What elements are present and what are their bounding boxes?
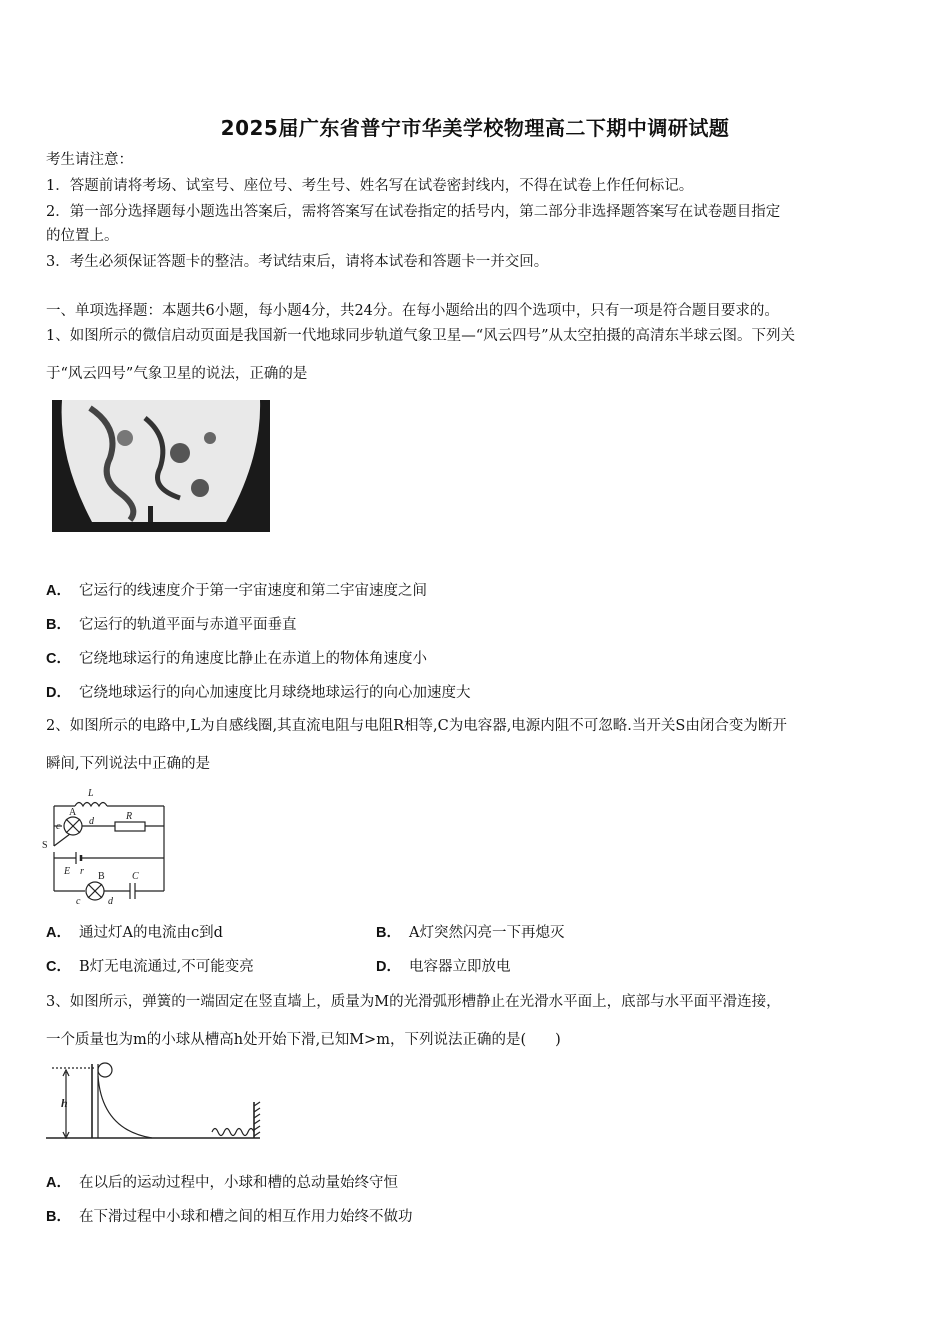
q3-option-a-text: 在以后的运动过程中，小球和槽的总动量始终守恒: [78, 1175, 398, 1191]
label-A: A: [69, 807, 77, 818]
label-R: R: [126, 811, 133, 822]
q1-option-a-text: 它运行的线速度介于第一宇宙速度和第二宇宙速度之间: [78, 583, 427, 599]
label-c1: c: [56, 821, 61, 832]
label-d1: d: [89, 816, 94, 827]
q2-option-b-label: B．: [376, 925, 401, 941]
q2-option-c-label: C．: [46, 959, 71, 975]
q3-slope-spring-diagram: [42, 1058, 266, 1144]
notice-item-1: 1．答题前请将考场、试室号、座位号、考生号、姓名写在试卷密封线内，不得在试卷上作任何标记。: [46, 178, 694, 194]
q1-option-c-label: C．: [46, 651, 71, 667]
q1-option-b[interactable]: [46, 615, 296, 635]
q2-option-a[interactable]: [46, 923, 223, 943]
q2-option-b[interactable]: [376, 923, 564, 943]
q1-option-a-label: A．: [46, 583, 71, 599]
q1-stem-line1: 1、如图所示的微信启动页面是我国新一代地球同步轨道气象卫星—“风云四号”从太空拍摄的高清东半球云图。下列关: [46, 328, 796, 344]
q1-option-b-text: 它运行的轨道平面与赤道平面垂直: [78, 617, 297, 633]
label-d2: d: [108, 896, 113, 906]
q1-stem-line2: 于“风云四号”气象卫星的说法，正确的是: [46, 366, 308, 382]
q2-circuit-diagram: [40, 786, 170, 906]
q3-stem-line1: 3、如图所示，弹簧的一端固定在竖直墙上，质量为M的光滑弧形槽静止在光滑水平面上，底部与水平面平滑连接，: [46, 994, 781, 1010]
label-c2: c: [76, 896, 81, 906]
q1-option-d[interactable]: [46, 683, 470, 703]
q1-option-d-label: D．: [46, 685, 71, 701]
q2-stem-line2: 瞬间,下列说法中正确的是: [46, 756, 211, 772]
q3-option-b-label: B．: [46, 1209, 71, 1225]
label-S: S: [42, 840, 48, 851]
q2-option-a-text: 通过灯A的电流由c到d: [78, 925, 223, 941]
q2-option-b-text: A灯突然闪亮一下再熄灭: [408, 925, 565, 941]
q1-satellite-cloud-image: [50, 398, 272, 534]
label-C: C: [132, 871, 139, 882]
q2-option-c-text: B灯无电流通过,不可能变亮: [78, 959, 254, 975]
q1-option-c[interactable]: [46, 649, 427, 669]
q1-option-a[interactable]: [46, 581, 427, 601]
notice-heading: 考生请注意：: [46, 152, 133, 168]
notice-item-3: 3．考生必须保证答题卡的整洁。考试结束后，请将本试卷和答题卡一并交回。: [46, 254, 549, 270]
page-title: 2025届广东省普宁市华美学校物理高二下期中调研试题: [220, 116, 730, 140]
q2-option-d-label: D．: [376, 959, 401, 975]
q2-stem-line1: 2、如图所示的电路中,L为自感线圈,其直流电阻与电阻R相等,C为电容器,电源内阻不可忽略.当开关S由闭合变为断开: [46, 718, 787, 734]
q2-option-d-text: 电容器立即放电: [408, 959, 511, 975]
section-heading: 一、单项选择题：本题共6小题，每小题4分，共24分。在每小题给出的四个选项中，只有一项是符合题目要求的。: [46, 303, 779, 319]
q2-option-a-label: A．: [46, 925, 71, 941]
q1-option-c-text: 它绕地球运行的角速度比静止在赤道上的物体角速度小: [78, 651, 427, 667]
notice-item-2: 2．第一部分选择题每小题选出答案后，需将答案写在试卷指定的括号内，第二部分非选择题答案写在试卷题目指定: [46, 204, 781, 220]
q3-option-a-label: A．: [46, 1175, 71, 1191]
q2-option-d[interactable]: [376, 957, 510, 977]
label-B: B: [98, 871, 105, 882]
q3-option-a[interactable]: [46, 1173, 398, 1193]
label-L: L: [88, 788, 94, 799]
notice-item-2-cont: 的位置上。: [46, 228, 119, 244]
label-h: h: [61, 1096, 68, 1110]
q2-option-c[interactable]: [46, 957, 254, 977]
q1-option-b-label: B．: [46, 617, 71, 633]
q3-stem-line2: 一个质量也为m的小球从槽高h处开始下滑,已知M>m，下列说法正确的是( ): [46, 1032, 561, 1048]
q3-option-b[interactable]: [46, 1207, 412, 1227]
q3-option-b-text: 在下滑过程中小球和槽之间的相互作用力始终不做功: [78, 1209, 413, 1225]
label-E: E: [64, 866, 71, 877]
label-r: r: [80, 866, 84, 877]
q1-option-d-text: 它绕地球运行的向心加速度比月球绕地球运行的向心加速度大: [78, 685, 471, 701]
